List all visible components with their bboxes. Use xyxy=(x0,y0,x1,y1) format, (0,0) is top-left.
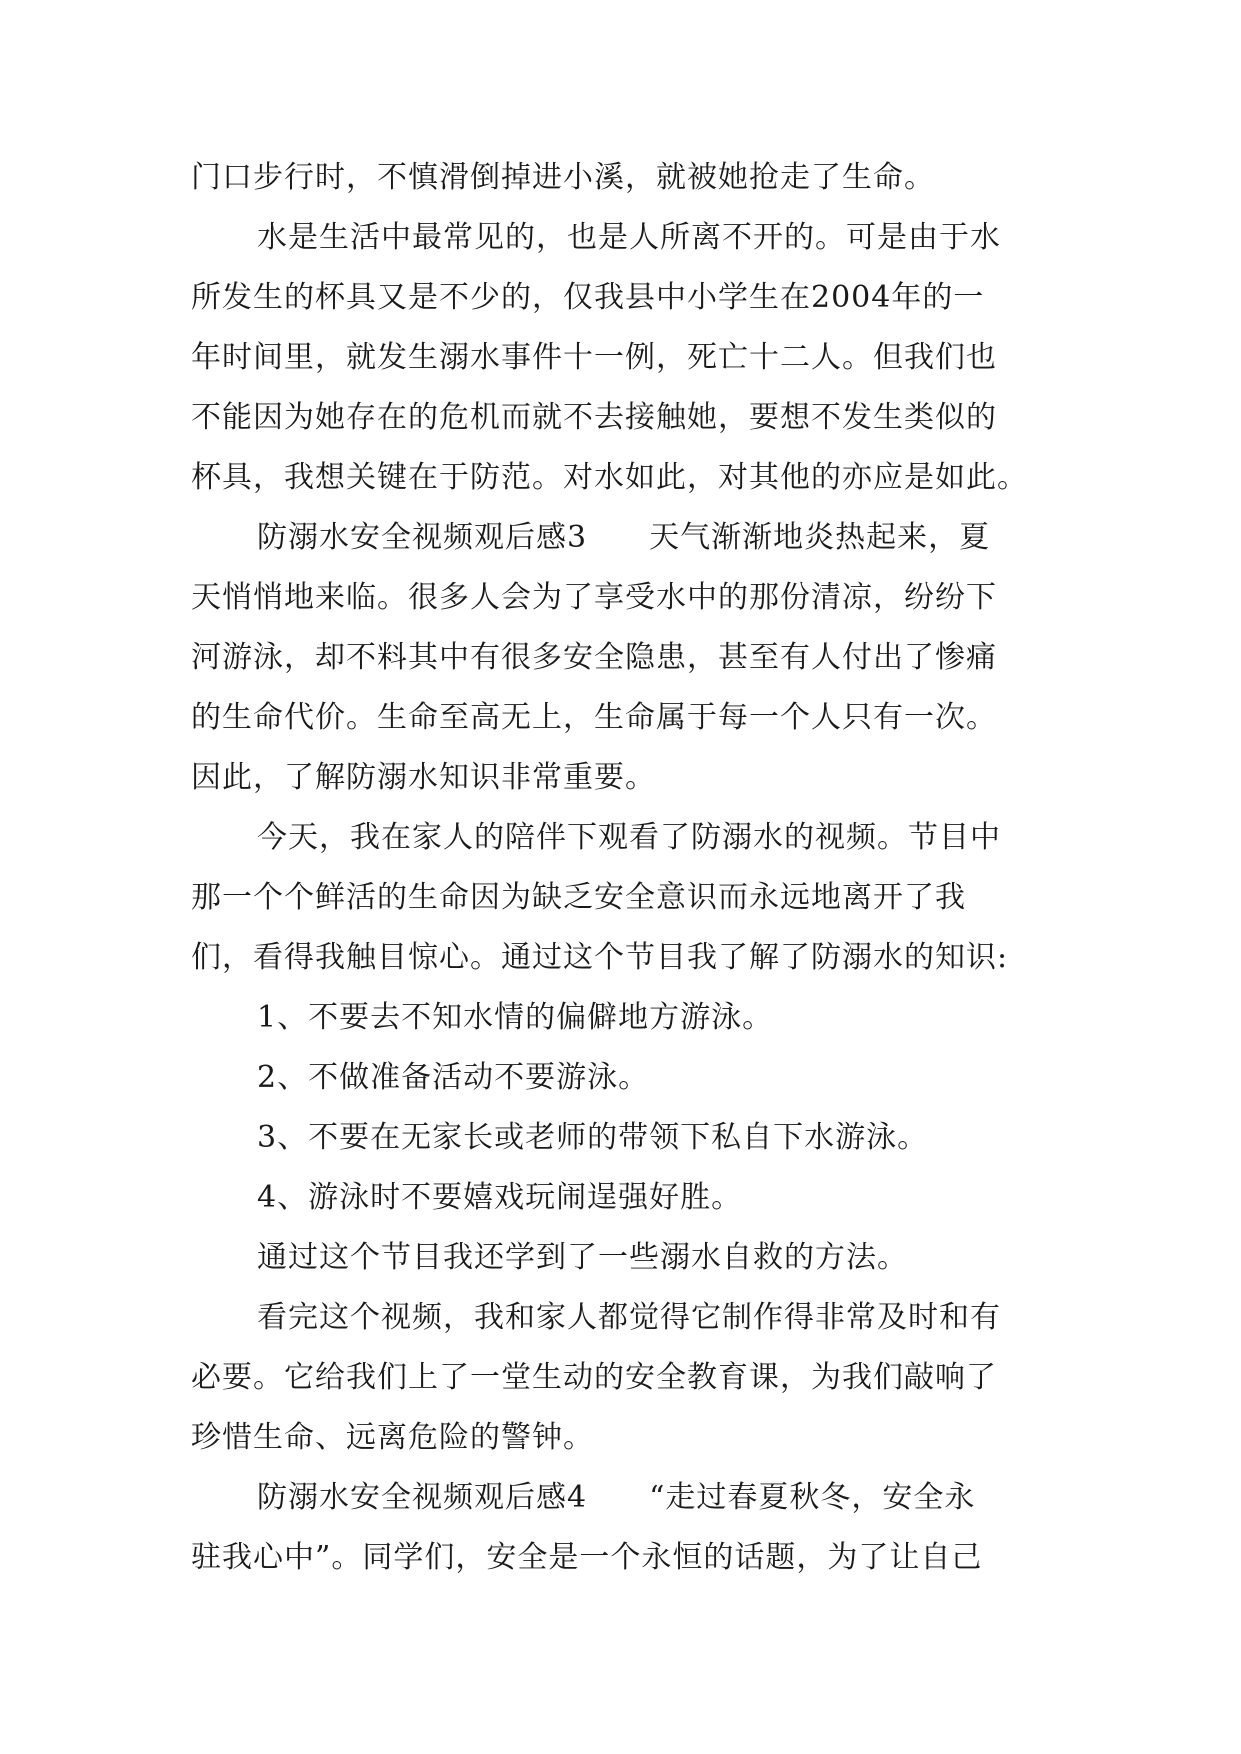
text-line: 水是生活中最常见的，也是人所离不开的。可是由于水 xyxy=(257,220,1001,255)
text-line: 所发生的杯具又是不少的，仅我县中小学生在2004年的一 xyxy=(191,280,985,315)
list-item: 2、不做准备活动不要游泳。 xyxy=(257,1060,650,1095)
text-line: 那一个个鲜活的生命因为缺乏安全意识而永远地离开了我 xyxy=(191,880,966,915)
text-line: 杯具，我想关键在于防范。对水如此，对其他的亦应是如此。 xyxy=(191,460,1028,495)
section-3-opening: 天气渐渐地炎热起来，夏 xyxy=(649,520,991,555)
text-line: 今天，我在家人的陪伴下观看了防溺水的视频。节目中 xyxy=(257,820,1001,855)
section-3-title: 防溺水安全视频观后感3 xyxy=(257,520,588,555)
section-4-heading-line xyxy=(191,1478,1051,1538)
text-line: 因此，了解防溺水知识非常重要。 xyxy=(191,760,656,795)
text-line: 们，看得我触目惊心。通过这个节目我了解了防溺水的知识: xyxy=(191,940,1009,975)
list-item: 4、游泳时不要嬉戏玩闹逞强好胜。 xyxy=(257,1180,743,1215)
text-line: 必要。它给我们上了一堂生动的安全教育课，为我们敲响了 xyxy=(191,1360,997,1395)
list-item: 3、不要在无家长或老师的带领下私自下水游泳。 xyxy=(257,1120,929,1155)
section-4-title: 防溺水安全视频观后感4 xyxy=(257,1480,588,1515)
text-line: 珍惜生命、远离危险的警钟。 xyxy=(191,1420,594,1455)
text-line: 门口步行时，不慎滑倒掉进小溪，就被她抢走了生命。 xyxy=(191,160,935,195)
essay-body xyxy=(191,158,1051,1598)
text-line: 看完这个视频，我和家人都觉得它制作得非常及时和有 xyxy=(257,1300,1001,1335)
section-3-heading-line xyxy=(191,518,1051,578)
section-4-opening: “走过春夏秋冬，安全永 xyxy=(649,1480,976,1515)
text-line: 不能因为她存在的危机而就不去接触她，要想不发生类似的 xyxy=(191,400,997,435)
text-line: 天悄悄地来临。很多人会为了享受水中的那份清凉，纷纷下 xyxy=(191,580,997,615)
text-line: 驻我心中”。同学们，安全是一个永恒的话题，为了让自己 xyxy=(191,1540,983,1575)
list-item: 1、不要去不知水情的偏僻地方游泳。 xyxy=(257,1000,774,1035)
text-line: 河游泳，却不料其中有很多安全隐患，甚至有人付出了惨痛 xyxy=(191,640,997,675)
text-line: 通过这个节目我还学到了一些溺水自救的方法。 xyxy=(257,1240,908,1275)
text-line: 的生命代价。生命至高无上，生命属于每一个人只有一次。 xyxy=(191,700,997,735)
text-line: 年时间里，就发生溺水事件十一例，死亡十二人。但我们也 xyxy=(191,340,997,375)
